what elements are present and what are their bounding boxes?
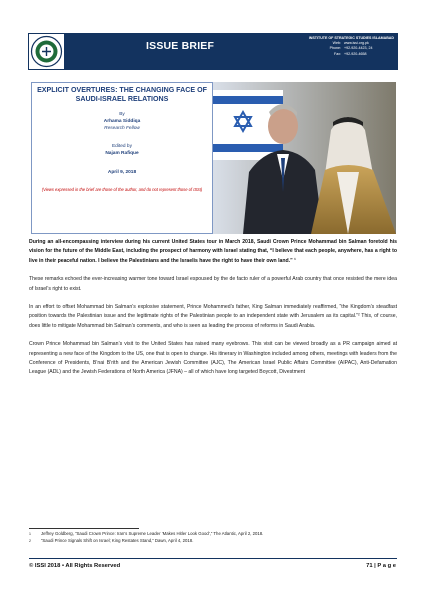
page-number: 71 | P a g e [366,563,396,569]
contact-label: Phone: [329,46,341,51]
publication-date: April 9, 2018 [107,170,137,175]
contact-phone: +92-920-4423, 24 [344,46,373,51]
paragraph: Crown Prince Mohammad bin Salman’s visit to the United States has raised many eyebrows. This visit can be viewed broadly as a PR campaign aimed at representing a new face of the Kingdom to the US, one that is open to change. His itinerary in Washington included among others, meetings with leaders from the Conference of Presidents, B’nai B’rith and the American Jewish Committee (AJC), The American Israel Public Affairs Committee (AIPAC), Anti-Defamation League (ADL) and the Jewish Federations of North America (JFNA) – all of which have long targeted Boycott, Divestment [29,341,397,376]
issi-logo-icon [28,33,65,70]
footnotes [29,531,397,545]
title-box [31,82,213,234]
footnote [29,538,397,544]
institute-name: INSTITUTE OF STRATEGIC STUDIES ISLAMABAD [308,36,394,40]
paragraph: These remarks echoed the ever-increasing warmer tone toward Israel espoused by the de facto ruler of a powerful Arab country that once resisted the mere idea of Israel’s right to exist. [29,276,397,292]
contact-label: Web: [332,41,341,46]
footnote-rule [29,528,139,529]
leaders-photo [213,82,396,234]
footnote-text: “Saudi Prince Signals Shift on Israel; King Restates Stand,” Dawn, April 4, 2018. [41,538,194,543]
editor-name: Najam Rafique [105,151,139,156]
author-role: Research Fellow [104,126,140,131]
brief-title: EXPLICIT OVERTURES: THE CHANGING FACE OF SAUDI-ISRAEL RELATIONS [37,86,207,103]
body-text [29,238,397,387]
contact-label: Fax: [334,51,341,56]
contact-fax: +92-920-4658 [344,51,367,56]
author-name: Arhama Siddiqa [103,119,141,124]
footnote-text: Jeffrey Goldberg, “Saudi Crown Prince: Iran’s Supreme Leader ‘Makes Hitler Look Good’,” The Atlantic, April 2, 2018. [41,531,264,536]
footnote-number: 2 [29,539,31,543]
edited-by-label: Edited by [111,144,132,149]
paragraph: In an effort to offset Mohammad bin Salman’s explosive statement, Prince Mohammed’s father, King Salman immediately reaffirmed, “the Kingdom’s steadfast position towards the Palestinian issue and the legitimate rights of the Palestinian people to an independent state with Jerusalem as its capital.”² This, of course, does little to mitigate Mohammad bin Salman’s comments, and who is seen as leading the process of reforms in Saudi Arabia. [29,304,397,329]
disclaimer: (Views expressed in the brief are those of the author, and do not represent those of ISSI) [41,187,203,192]
copyright: © ISSI 2018 • All Rights Reserved [29,563,121,569]
footnote [29,531,397,537]
contact-web[interactable]: www.issi.org.pk [344,41,369,46]
issue-brief-title: ISSUE BRIEF [146,40,215,52]
paragraph: During an all-encompassing interview during his current United States tour in March 2018, Saudi Crown Prince Mohammad bin Salman foretold his vision for the future of the Middle East, including the prospect of harmony with Israel stating that, “I believe that each people, anywhere, has a right to live in their peaceful nation. I believe the Palestinians and the Israelis have the right to have their own land.” ¹ [29,239,397,264]
contact-block [254,36,394,57]
contact-row [254,52,394,57]
by-label: By [119,112,125,117]
footnote-number: 1 [29,532,31,536]
